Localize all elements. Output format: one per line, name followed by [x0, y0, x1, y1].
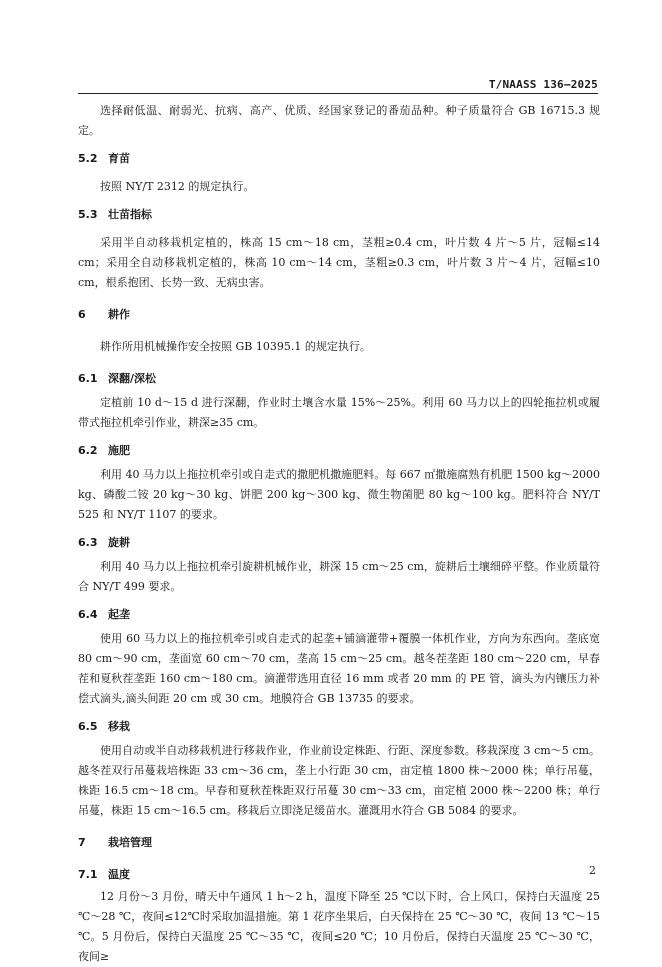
- paragraph: 按照 NY/T 2312 的规定执行。: [100, 180, 255, 193]
- section-heading: 6.5 移栽: [78, 720, 130, 733]
- section-heading: 5.2 育苗: [78, 152, 130, 165]
- header-rule: [78, 93, 598, 94]
- paragraph: 选择耐低温、耐弱光、抗病、高产、优质、经国家登记的番茄品种。种子质量符合 GB 16715.3 规定。: [78, 104, 600, 137]
- paragraph: 使用 60 马力以上的拖拉机牵引或自走式的起垄+铺滴灌带+覆膜一体机作业，方向为东西向。垄底宽 80 cm～90 cm，垄面宽 60 cm～70 cm，垄高 15 cm～25 cm。越冬茬垄距 180 cm～220 cm，早春茬和夏秋茬垄距 160 cm～180 cm。滴灌带选用直径 16 mm 或者 20 mm 的 PE 管，滴头为内镶压力补偿式滴头,滴头间距 20 cm 或 30 cm。地膜符合 GB 13735 的要求。: [78, 632, 600, 705]
- page-body: [78, 101, 600, 967]
- section-heading: 6.1 深翻/深松: [78, 372, 157, 385]
- page-number: 2: [589, 864, 596, 877]
- section-heading: 7.1 温度: [78, 868, 130, 881]
- section-heading: 6.3 旋耕: [78, 536, 130, 549]
- section-heading: 5.3 壮苗指标: [78, 208, 152, 221]
- paragraph: 定植前 10 d～15 d 进行深翻，作业时土壤含水量 15%～25%。利用 60 马力以上的四轮拖拉机或履带式拖拉机牵引作业，耕深≥35 cm。: [78, 396, 600, 429]
- paragraph: 使用自动或半自动移栽机进行移栽作业，作业前设定株距、行距、深度参数。移栽深度 3 cm～5 cm。越冬茬双行吊蔓栽培株距 33 cm～36 cm，垄上小行距 30 cm，亩定植 1800 株～2000 株；单行吊蔓，株距 16.5 cm～18 cm。早春和夏秋茬株距双行吊蔓 30 cm～33 cm，亩定植 2000 株～2200 株；单行吊蔓，株距 15 cm～16.5 cm。移栽后立即浇足缓苗水。灌溉用水符合 GB 5084 的要求。: [78, 744, 600, 817]
- paragraph: 利用 40 马力以上拖拉机牵引旋耕机械作业，耕深 15 cm～25 cm，旋耕后土壤细碎平整。作业质量符合 NY/T 499 要求。: [78, 560, 600, 593]
- document-id-header: T/NAASS 136—2025: [488, 78, 598, 91]
- paragraph: 耕作所用机械操作安全按照 GB 10395.1 的规定执行。: [100, 340, 371, 353]
- section-heading: 6.2 施肥: [78, 444, 130, 457]
- section-heading: 6.4 起垄: [78, 608, 130, 621]
- paragraph: 12 月份～3 月份，晴天中午通风 1 h～2 h，温度下降至 25 ℃以下时，合上风口，保持白天温度 25 ℃～28 ℃，夜间≤12℃时采取加温措施。第 1 花序坐果后，白天保持在 25 ℃～30 ℃，夜间 13 ℃～15 ℃。5 月份后，保持白天温度 25 ℃～35 ℃，夜间≤20 ℃；10 月份后，保持白天温度 25 ℃～30 ℃，夜间≥: [78, 890, 600, 963]
- paragraph: 采用半自动移栽机定植的，株高 15 cm～18 cm，茎粗≥0.4 cm，叶片数 4 片～5 片，冠幅≤14 cm；采用全自动移栽机定植的，株高 10 cm～14 cm，茎粗≥0.3 cm，叶片数 3 片～4 片，冠幅≤10 cm，根系抱团、长势一致、无病虫害。: [78, 236, 600, 289]
- section-heading: 6 耕作: [78, 308, 130, 321]
- paragraph: 利用 40 马力以上拖拉机牵引或自走式的撒肥机撒施肥料。每 667 ㎡撒施腐熟有机肥 1500 kg～2000 kg、磷酸二铵 20 kg～30 kg、饼肥 200 kg～300 kg、微生物菌肥 80 kg～100 kg。肥料符合 NY/T 525 和 NY/T 1107 的要求。: [78, 468, 600, 521]
- section-heading: 7 栽培管理: [78, 836, 152, 849]
